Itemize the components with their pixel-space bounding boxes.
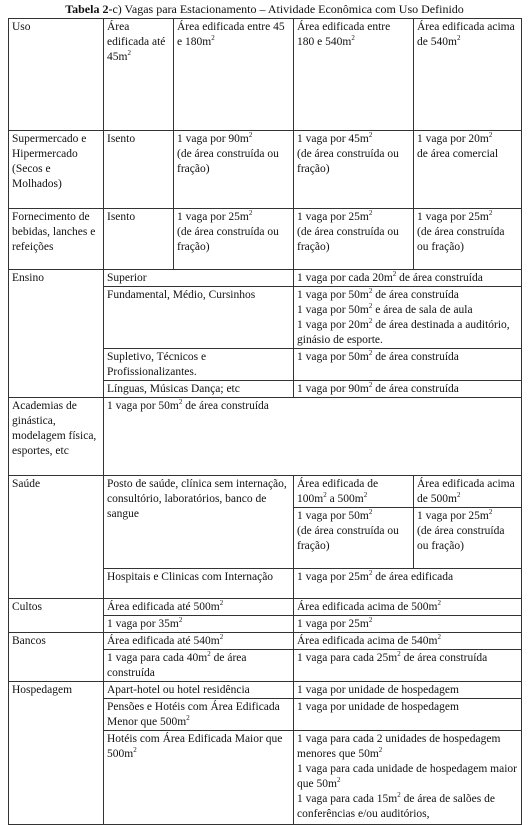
cell: 1 vaga por $50m^2$ de área construída [294, 349, 522, 381]
header-large: Área edificada entre 180 e $540m^2$ [294, 19, 414, 131]
cell: Área edificada acima de $540m^2$ [294, 633, 522, 650]
cell: 1 vaga por $25m^2$ (de área construída ou fração) [414, 209, 522, 270]
caption-title: c) Vagas para Estacionamento – Atividade Econômica com Uso Definido [112, 2, 464, 16]
cell: 1 vaga por $20m^2$ de área comercial [414, 131, 522, 209]
uso-academias: Academias de ginástica, modelagem física, esportes, etc [9, 398, 104, 476]
cell: Superior [104, 270, 294, 287]
table-row [9, 599, 522, 616]
table-row [9, 398, 522, 476]
cell: 1 vaga por $50m^2$ de área construída [104, 398, 522, 476]
cell: 1 vaga por cada $20m^2$ de área construída [294, 270, 522, 287]
cell: Hospitais e Clinicas com Internação [104, 569, 294, 599]
table-row [9, 270, 522, 287]
cell: Área edificada até $500m^2$ [104, 599, 294, 616]
cell: 1 vaga por unidade de hospedagem [294, 699, 522, 731]
cell: Área edificada até $540m^2$ [104, 633, 294, 650]
caption-label: Tabela 2- [65, 2, 113, 16]
header-uso: Uso [9, 19, 104, 131]
cell: Apart-hotel ou hotel residência [104, 682, 294, 699]
table-caption [0, 2, 529, 16]
parking-table [8, 18, 522, 825]
header-xl: Área edificada acima de $540m^2$ [414, 19, 522, 131]
cell: Isento [104, 209, 174, 270]
uso-cultos: Cultos [9, 599, 104, 633]
cell: 1 vaga para cada $25m^2$ de área construída [294, 650, 522, 682]
table-row [9, 682, 522, 699]
cell: Área edificada de $100m^2$ a $500m^2$ [294, 476, 414, 508]
cell: Área edificada acima de $500m^2$ [294, 599, 522, 616]
header-small: Área edificada até $45m^2$ [104, 19, 174, 131]
cell: 1 vaga para cada 2 unidades de hospedagem menores que $50m^2$ 1 vaga para cada unidade de hospedagem maior que $50m^2$ 1 vaga para cada $15m^2$ de área de salões de conferências e/ou auditórios, [294, 731, 522, 825]
cell: 1 vaga por $45m^2$ (de área construída ou fração) [294, 131, 414, 209]
cell: 1 vaga por $25m^2$ [294, 616, 522, 633]
cell: 1 vaga por unidade de hospedagem [294, 682, 522, 699]
uso-ensino: Ensino [9, 270, 104, 398]
cell: 1 vaga por $90m^2$ (de área construída ou fração) [174, 131, 294, 209]
table-row [9, 131, 522, 209]
uso-bancos: Bancos [9, 633, 104, 682]
cell: Supletivo, Técnicos e Profissionalizantes. [104, 349, 294, 381]
header-row [9, 19, 522, 131]
cell: Fundamental, Médio, Cursinhos [104, 287, 294, 349]
cell: 1 vaga por $50m^2$ de área construída 1 vaga por $50m^2$ e área de sala de aula 1 vaga por $20m^2$ de área destinada a auditório, ginásio de esporte. [294, 287, 522, 349]
cell: 1 vaga para cada $40m^2$ de área construída [104, 650, 294, 682]
cell: Isento [104, 131, 174, 209]
uso-saude: Saúde [9, 476, 104, 599]
cell: 1 vaga por $90m^2$ de área construída [294, 381, 522, 398]
cell: 1 vaga por $25m^2$ (de área construída ou fração) [414, 508, 522, 569]
uso-hospedagem: Hospedagem [9, 682, 104, 825]
uso-supermercado: Supermercado e Hipermercado (Secos e Molhados) [9, 131, 104, 209]
header-mid: Área edificada entre 45 e $180m^2$ [174, 19, 294, 131]
table-row [9, 633, 522, 650]
uso-fornecimento: Fornecimento de bebidas, lanches e refeições [9, 209, 104, 270]
cell: Pensões e Hotéis com Área Edificada Menor que $500m^2$ [104, 699, 294, 731]
cell: Línguas, Músicas Dança; etc [104, 381, 294, 398]
cell: 1 vaga por $50m^2$ (de área construída ou fração) [294, 508, 414, 569]
table-row [9, 476, 522, 508]
cell: Hotéis com Área Edificada Maior que $500m^2$ [104, 731, 294, 825]
table-row [9, 209, 522, 270]
cell: 1 vaga por $25m^2$ (de área construída ou fração) [294, 209, 414, 270]
cell: 1 vaga por $25m^2$ (de área construída ou fração) [174, 209, 294, 270]
cell: Área edificada acima de $500m^2$ [414, 476, 522, 508]
cell: 1 vaga por $35m^2$ [104, 616, 294, 633]
cell: 1 vaga por $25m^2$ de área edificada [294, 569, 522, 599]
cell: Posto de saúde, clínica sem internação, consultório, laboratórios, banco de sangue [104, 476, 294, 569]
